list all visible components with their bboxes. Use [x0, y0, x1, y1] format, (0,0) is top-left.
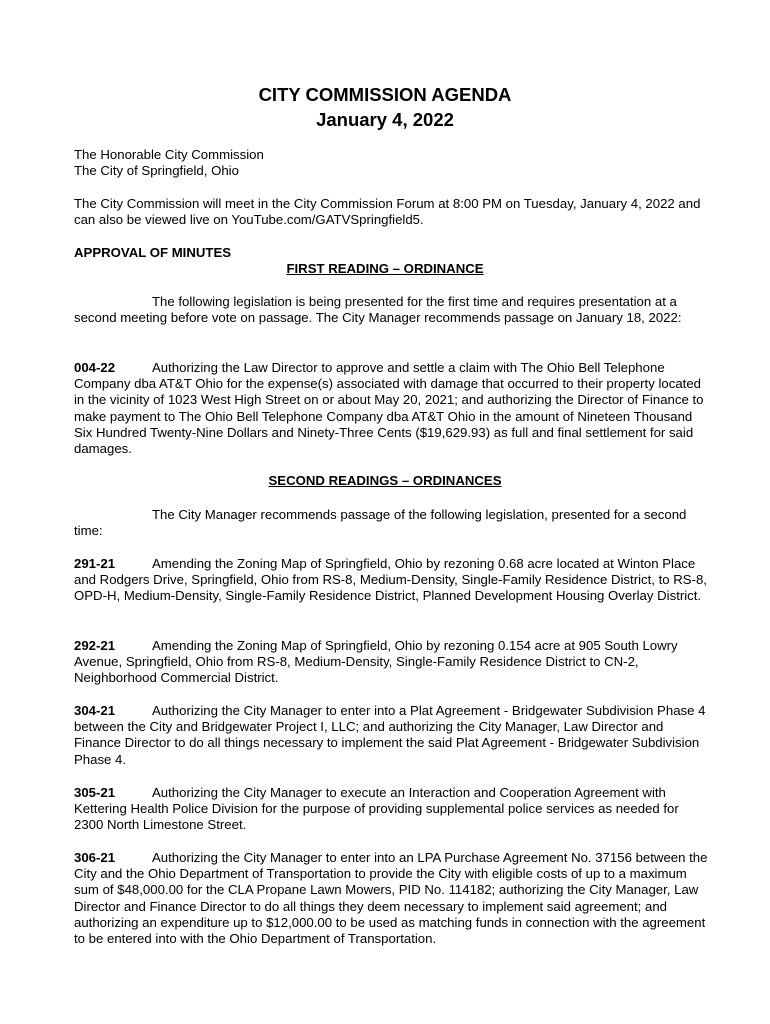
meeting-intro: The City Commission will meet in the City Commission Forum at 8:00 PM on Tuesday, January 4, 2022 and can also be viewed live on YouTube.com/GATVSpringfield5.	[74, 196, 701, 228]
ordinance-item	[74, 360, 710, 457]
ordinance-text: Authorizing the City Manager to enter into a Plat Agreement - Bridgewater Subdivision Phase 4 between the City and Bridgewater Project I, LLC; and authorizing the City Manager, Law Director and Finance Director to do all things necessary to implement the said Plat Agreement - Bridgewater Subdivision Phase 4.	[74, 703, 706, 767]
address-line-2: The City of Springfield, Ohio	[74, 163, 239, 179]
ordinance-item	[74, 556, 710, 605]
first-reading-intro-text: The following legislation is being presented for the first time and requires presentation at a second meeting before vote on passage. The City Manager recommends passage on January 18, 2022:	[74, 294, 682, 326]
ordinance-number: 291-21	[74, 556, 116, 571]
ordinance-number: 305-21	[74, 785, 116, 800]
ordinance-text: Authorizing the Law Director to approve and settle a claim with The Ohio Bell Telephone Company dba AT&T Ohio for the expense(s) associated with damage that occurred to their property located in the vicinity of 1023 West High Street on or about May 20, 2021; and authorizing the Director of Finance to make payment to The Ohio Bell Telephone Company dba AT&T Ohio in the amount of Nineteen Thousand Six Hundred Twenty-Nine Dollars and Ninety-Three Cents ($19,629.93) as full and final settlement for said damages.	[74, 360, 704, 457]
address-line-1: The Honorable City Commission	[74, 147, 264, 162]
second-readings-intro-text: The City Manager recommends passage of the following legislation, presented for a second time:	[74, 507, 687, 539]
ordinance-number: 306-21	[74, 850, 116, 865]
ordinance-number: 292-21	[74, 638, 116, 653]
agenda-date: January 4, 2022	[316, 109, 454, 130]
second-readings-intro	[74, 507, 710, 539]
ordinance-number: 304-21	[74, 703, 116, 718]
ordinance-item	[74, 703, 710, 768]
ordinance-text: Authorizing the City Manager to enter into an LPA Purchase Agreement No. 37156 between the City and the Ohio Department of Transportation to provide the City with eligible costs of up to a maximum sum of $48,000.00 for the CLA Propane Lawn Mowers, PID No. 114182; authorizing the City Manager, Law Director and Finance Director to do all things they deem necessary to implement said agreement; and authorizing an expenditure up to $12,000.00 to be used as matching funds in connection with the agreement to be entered into with the Ohio Department of Transportation.	[74, 850, 708, 947]
ordinance-item	[74, 785, 710, 834]
ordinance-text: Amending the Zoning Map of Springfield, Ohio by rezoning 0.154 acre at 905 South Lowry Avenue, Springfield, Ohio from RS-8, Medium-Density, Single-Family Residence District to CN-2, Neighborhood Commercial District.	[74, 638, 678, 686]
ordinance-text: Authorizing the City Manager to execute an Interaction and Cooperation Agreement with Kettering Health Police Division for the purpose of providing supplemental police services as needed for 2300 North Limestone Street.	[74, 785, 679, 833]
first-reading-intro	[74, 294, 710, 326]
ordinance-item	[74, 638, 710, 687]
approval-of-minutes-heading: APPROVAL OF MINUTES	[74, 245, 232, 260]
ordinance-text: Amending the Zoning Map of Springfield, Ohio by rezoning 0.68 acre located at Winton Place and Rodgers Drive, Springfield, Ohio from RS-8, Medium-Density, Single-Family Residence District, to RS-8, OPD-H, Medium-Density, Single-Family Residence District, Planned Development Housing Overlay District.	[74, 556, 707, 604]
second-readings-heading: SECOND READINGS – ORDINANCES	[268, 473, 502, 488]
address-block	[74, 147, 710, 179]
ordinance-number: 004-22	[74, 360, 116, 375]
first-reading-heading: FIRST READING – ORDINANCE	[286, 261, 484, 276]
page-title: CITY COMMISSION AGENDA	[258, 84, 512, 105]
ordinance-item	[74, 850, 710, 947]
